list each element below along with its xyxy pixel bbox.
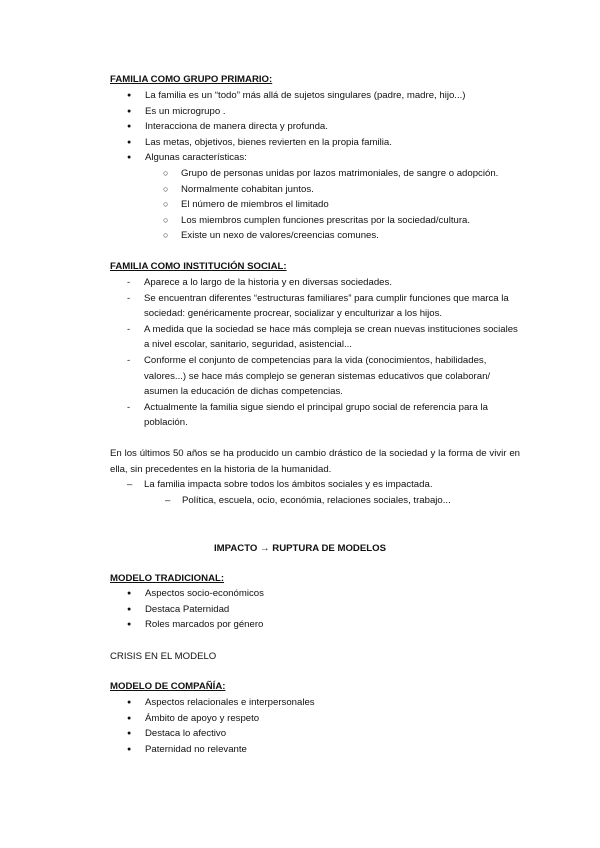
institucion-social-list [110, 275, 520, 431]
caracteristicas-sublist [148, 166, 528, 244]
list-item: - A medida que la sociedad se hace más compleja se crean nuevas instituciones sociales a nivel escolar, sanitario, seguridad, asistencial... [127, 323, 518, 351]
circle-bullet-icon: ○ [163, 168, 169, 178]
list-item: ○ El número de miembros el limitado [148, 197, 528, 213]
bullet-icon: ● [127, 107, 132, 115]
bullet-icon: ● [127, 154, 132, 162]
list-item: ● Aspectos relacionales e interpersonales [110, 695, 530, 711]
list-item: – Política, escuela, ocio, económia, relaciones sociales, trabajo... [148, 493, 528, 509]
list-item: ● Algunas características: [110, 150, 530, 166]
circle-bullet-icon: ○ [163, 214, 169, 225]
list-item: ○ Los miembros cumplen funciones prescritas por la sociedad/cultura. [148, 213, 528, 229]
bullet-icon: ● [127, 730, 132, 738]
bullet-icon: ● [127, 745, 132, 753]
bullet-icon: ● [127, 590, 132, 597]
list-item: ● La familia es un “todo” más allá de sujetos singulares (padre, madre, hijo...) [110, 88, 530, 104]
list-item: - Aparece a lo largo de la historia y en diversas sociedades. [110, 275, 520, 291]
cambio-list [110, 477, 520, 493]
list-item: ● Destaca Paternidad [110, 602, 530, 618]
dash-marker: – [127, 479, 133, 490]
section-heading-modelo-tradicional: MODELO TRADICIONAL: [110, 573, 225, 584]
dash-marker: - [127, 354, 131, 366]
list-item: - Actualmente la familia sigue siendo el principal grupo social de referencia para la población. [127, 401, 488, 429]
bullet-icon: ● [127, 92, 132, 99]
section-heading-modelo-compania: MODELO DE COMPAÑÍA: [110, 681, 226, 692]
bullet-icon: ● [127, 714, 132, 722]
circle-bullet-icon: ○ [163, 230, 169, 241]
section-heading-grupo-primario: FAMILIA COMO GRUPO PRIMARIO: [110, 74, 273, 85]
list-item: ● Paternidad no relevante [110, 742, 530, 758]
list-item: ● Roles marcados por género [110, 617, 530, 633]
bullet-icon: ● [127, 138, 132, 146]
grupo-primario-list [110, 88, 530, 166]
list-item: ● Es un microgrupo . [110, 104, 530, 120]
cambio-paragraph: En los últimos 50 años se ha producido un cambio drástico de la sociedad y la forma de vivir en ella, sin precedentes en la historia de la humanidad. [110, 448, 520, 475]
list-item: ● Las metas, objetivos, bienes revierten en la propia familia. [110, 135, 530, 151]
circle-bullet-icon: ○ [163, 183, 169, 194]
list-item: – La familia impacta sobre todos los ámbitos sociales y es impactada. [110, 477, 520, 493]
bullet-icon: ● [127, 605, 132, 613]
list-item: ● Ámbito de apoyo y respeto [110, 711, 530, 727]
list-item: ○ Normalmente cohabitan juntos. [148, 182, 528, 198]
list-item: ○ Existe un nexo de valores/creencias comunes. [148, 228, 528, 244]
crisis-heading: CRISIS EN EL MODELO [110, 651, 217, 662]
impacto-title: IMPACTO → RUPTURA DE MODELOS [214, 543, 386, 554]
list-item: ● Aspectos socio-económicos [110, 586, 530, 602]
cambio-sublist [148, 493, 528, 509]
section-heading-institucion-social: FAMILIA COMO INSTITUCIÓN SOCIAL: [110, 261, 287, 272]
dash-marker: - [127, 292, 131, 304]
dash-marker: - [127, 277, 131, 288]
bullet-icon: ● [127, 123, 132, 131]
circle-bullet-icon: ○ [163, 199, 169, 210]
bullet-icon: ● [127, 699, 132, 706]
bullet-icon: ● [127, 621, 132, 629]
list-item: - Conforme el conjunto de competencias para la vida (conocimientos, habilidades, valores...) se hace más complejo se generan sistemas educativos que colaboran/ asumen la educación de dichas competencias. [127, 354, 491, 398]
modelo-compania-list [110, 695, 530, 757]
dash-marker: - [127, 323, 131, 335]
dash-marker: - [127, 401, 131, 413]
list-item: ● Interacciona de manera directa y profunda. [110, 119, 530, 135]
list-item: ● Destaca lo afectivo [110, 726, 530, 742]
modelo-tradicional-list [110, 586, 530, 633]
list-item: ○ Grupo de personas unidas por lazos matrimoniales, de sangre o adopción. [148, 166, 528, 182]
list-item: - Se encuentran diferentes “estructuras familiares” para cumplir funciones que marca la sociedad: genéricamente procrear, socializar y enculturizar a los hijos. [127, 292, 509, 320]
dash-marker: – [165, 495, 171, 506]
